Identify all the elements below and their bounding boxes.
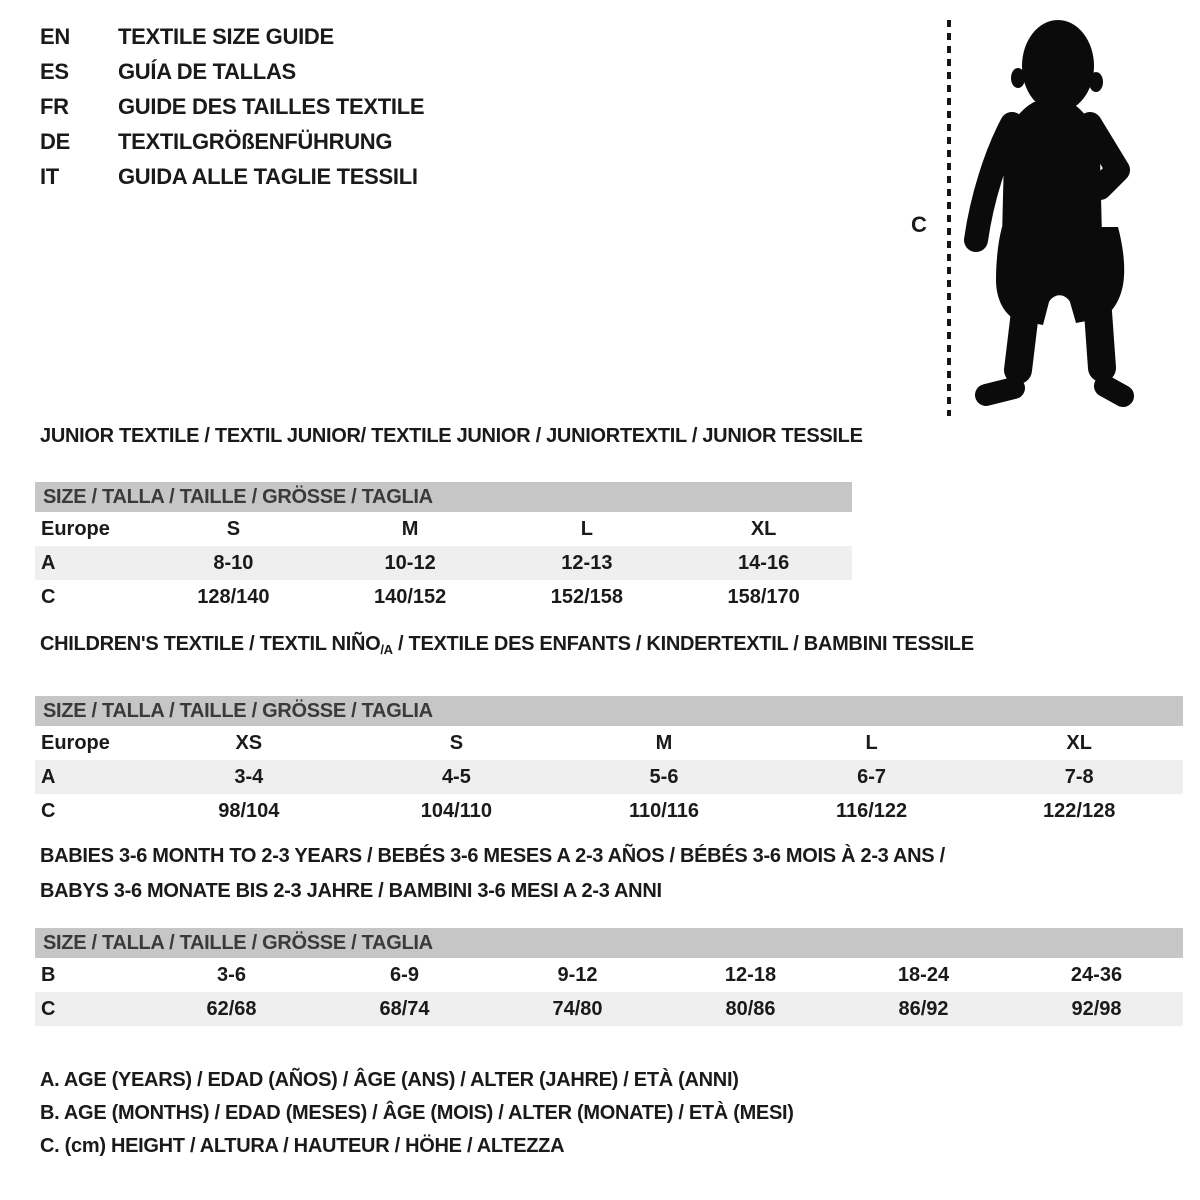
childrens-textile-table — [35, 633, 1183, 828]
language-row-es — [40, 59, 424, 94]
table-row-a — [35, 546, 852, 580]
value-cell: 92/98 — [1071, 997, 1122, 1020]
value-cell: 3-4 — [234, 765, 264, 788]
title-sub: /A — [380, 642, 393, 657]
language-title: TEXTILGRÖßENFÜHRUNG — [118, 129, 393, 154]
toddler-silhouette-icon — [962, 12, 1137, 417]
table-row-c — [35, 794, 1183, 828]
size-cell: XS — [235, 731, 263, 754]
value-cell: 6-7 — [857, 765, 887, 788]
row-label: Europe — [41, 731, 110, 754]
value-cell: 9-12 — [557, 963, 598, 986]
language-code: DE — [40, 129, 70, 154]
language-code: EN — [40, 24, 70, 49]
value-cell: 140/152 — [373, 585, 447, 608]
row-label: C — [41, 799, 56, 822]
language-title: GUIDA ALLE TAGLIE TESSILI — [118, 164, 418, 189]
value-cell: 80/86 — [725, 997, 776, 1020]
size-header-bar: SIZE / TALLA / TAILLE / GRÖSSE / TAGLIA — [35, 928, 1183, 958]
language-header — [40, 24, 424, 199]
babies-title-line1: BABIES 3-6 MONTH TO 2-3 YEARS / BEBÉS 3-6 MESES A 2-3 AÑOS / BÉBÉS 3-6 MOIS À 2-3 ANS / — [40, 845, 945, 867]
legend-line-c: C. (cm) HEIGHT / ALTURA / HAUTEUR / HÖHE / ALTEZZA — [40, 1135, 565, 1157]
row-label: C — [41, 585, 56, 608]
value-cell: 128/140 — [197, 585, 270, 608]
row-label: A — [41, 551, 56, 574]
size-header-bar: SIZE / TALLA / TAILLE / GRÖSSE / TAGLIA — [35, 696, 1183, 726]
value-cell: 24-36 — [1070, 963, 1123, 986]
language-row-it — [40, 164, 424, 199]
junior-textile-table — [35, 425, 863, 614]
size-cell: S — [449, 731, 464, 754]
value-cell: 10-12 — [384, 551, 436, 574]
value-cell: 104/110 — [420, 799, 492, 822]
value-cell: 12-18 — [724, 963, 777, 986]
size-cell: M — [401, 517, 419, 540]
measurement-legend — [40, 1064, 794, 1163]
language-code: FR — [40, 94, 69, 119]
value-cell: 62/68 — [206, 997, 257, 1020]
measure-c-label: C — [911, 212, 927, 237]
language-code: ES — [40, 59, 69, 84]
value-cell: 4-5 — [441, 765, 471, 788]
table-row-a — [35, 760, 1183, 794]
legend-line-a: A. AGE (YEARS) / EDAD (AÑOS) / ÂGE (ANS) / ALTER (JAHRE) / ETÀ (ANNI) — [40, 1069, 739, 1091]
language-code: IT — [40, 164, 59, 189]
value-cell: 110/116 — [628, 799, 700, 822]
value-cell: 74/80 — [552, 997, 603, 1020]
table-row-b — [35, 958, 1183, 992]
size-cell: M — [655, 731, 673, 754]
value-cell: 116/122 — [835, 799, 908, 822]
height-dashed-line — [947, 20, 951, 416]
value-cell: 122/128 — [1043, 799, 1116, 822]
value-cell: 86/92 — [898, 997, 949, 1020]
size-cell: L — [865, 731, 878, 754]
title-main: CHILDREN'S TEXTILE / TEXTIL NIÑO — [40, 633, 381, 655]
language-row-en — [40, 24, 424, 59]
value-cell: 8-10 — [213, 551, 254, 574]
childrens-textile-title — [35, 633, 1183, 661]
value-cell: 68/74 — [379, 997, 430, 1020]
table-row-c — [35, 992, 1183, 1026]
legend-line-b: B. AGE (MONTHS) / EDAD (MESES) / ÂGE (MOIS) / ALTER (MONATE) / ETÀ (MESI) — [40, 1102, 794, 1124]
language-title: GUIDE DES TAILLES TEXTILE — [118, 94, 425, 119]
value-cell: 12-13 — [561, 551, 613, 574]
language-title: TEXTILE SIZE GUIDE — [118, 24, 334, 49]
babies-textile-table — [35, 845, 1183, 1026]
language-row-fr — [40, 94, 424, 129]
row-label: B — [41, 963, 56, 986]
value-cell: 5-6 — [649, 765, 679, 788]
junior-textile-title: JUNIOR TEXTILE / TEXTIL JUNIOR/ TEXTILE JUNIOR / JUNIORTEXTIL / JUNIOR TESSILE — [40, 425, 863, 447]
value-cell: 14-16 — [738, 551, 790, 574]
babies-title-line2: BABYS 3-6 MONATE BIS 2-3 JAHRE / BAMBINI 3-6 MESI A 2-3 ANNI — [40, 880, 662, 902]
title-rest: / TEXTILE DES ENFANTS / KINDERTEXTIL / BAMBINI TESSILE — [392, 633, 974, 655]
size-cell: XL — [1066, 731, 1092, 754]
value-cell: 3-6 — [217, 963, 246, 986]
size-header-bar: SIZE / TALLA / TAILLE / GRÖSSE / TAGLIA — [35, 482, 852, 512]
table-row-europe — [35, 512, 852, 546]
language-row-de — [40, 129, 424, 164]
language-title: GUÍA DE TALLAS — [118, 59, 296, 84]
value-cell: 152/158 — [550, 585, 624, 608]
row-label: C — [41, 997, 56, 1020]
size-cell: S — [226, 517, 241, 540]
value-cell: 98/104 — [218, 799, 280, 822]
size-cell: L — [580, 517, 593, 540]
row-label: A — [41, 765, 56, 788]
value-cell: 6-9 — [390, 963, 419, 986]
table-row-europe — [35, 726, 1183, 760]
value-cell: 7-8 — [1064, 765, 1094, 788]
value-cell: 158/170 — [727, 585, 800, 608]
row-label: Europe — [41, 517, 110, 540]
size-cell: XL — [750, 517, 777, 540]
value-cell: 18-24 — [897, 963, 950, 986]
table-row-c — [35, 580, 852, 614]
